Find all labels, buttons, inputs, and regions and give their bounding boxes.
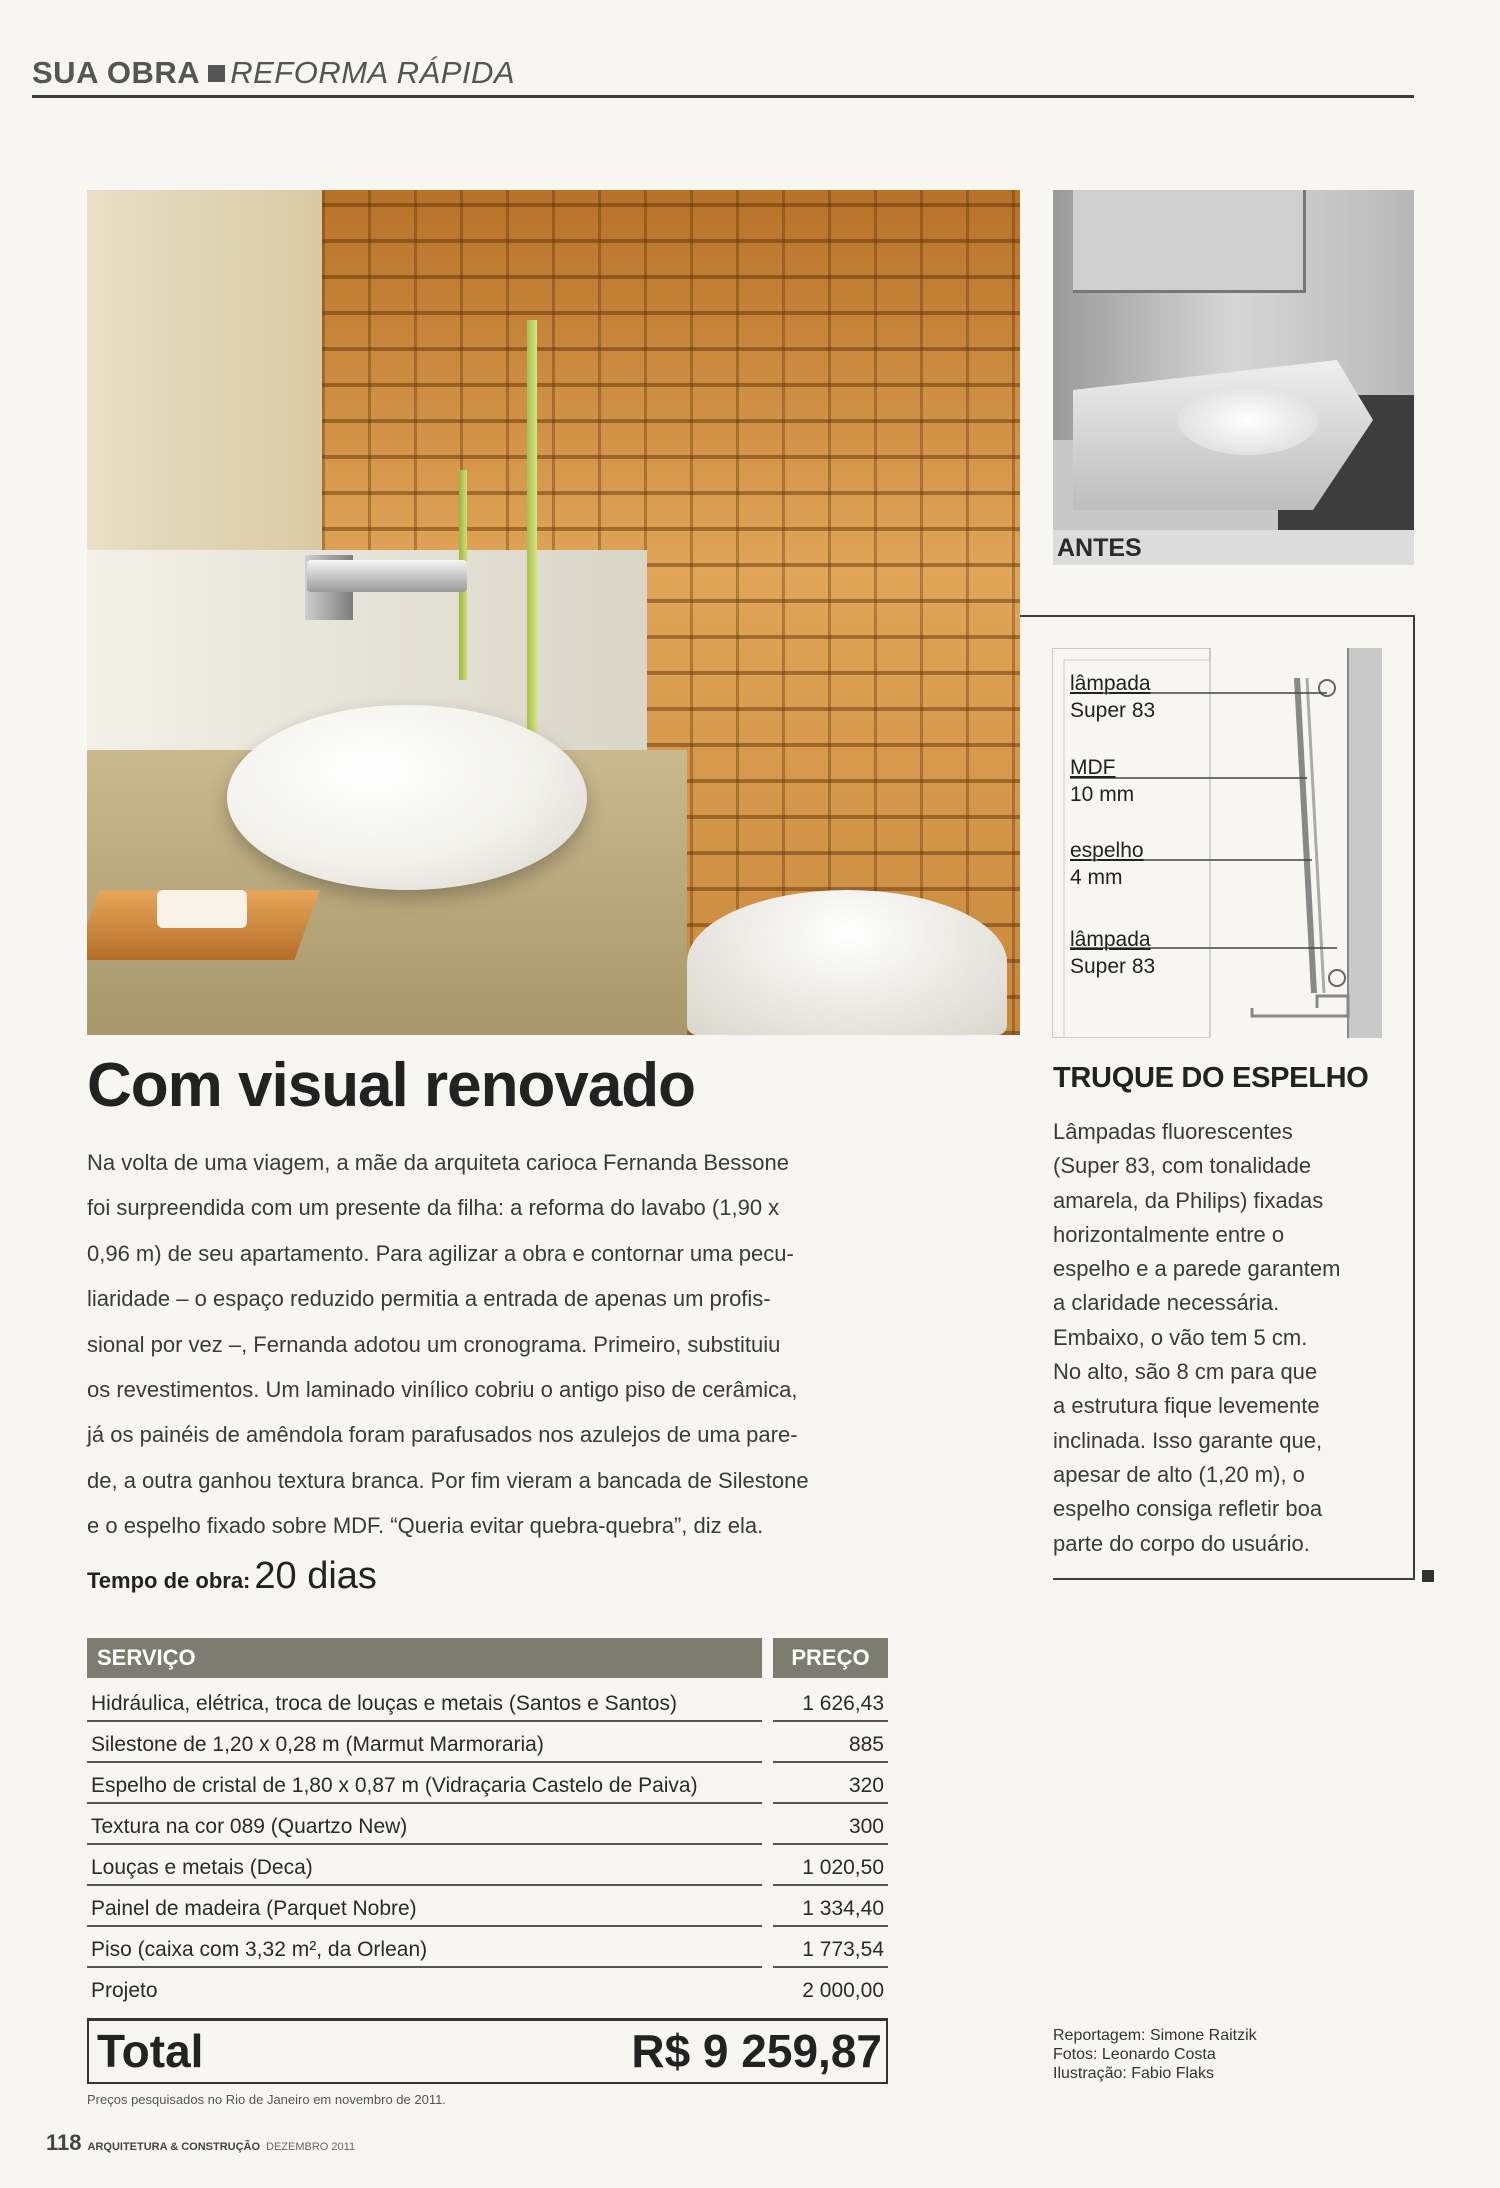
sidebar-body: [1053, 1115, 1388, 1561]
service-cell: Piso (caixa com 3,32 m², da Orlean): [87, 1929, 762, 1968]
before-sink: [1178, 385, 1318, 455]
body-line: e o espelho fixado sobre MDF. “Queria evitar quebra-quebra”, diz ela.: [87, 1513, 764, 1539]
body-line: liaridade – o espaço reduzido permitia a entrada de apenas um profis-: [87, 1286, 771, 1312]
diagram-label-lamp-top: lâmpada Super 83: [1070, 672, 1156, 722]
sidebar-line: inclinada. Isso garante que,: [1053, 1427, 1323, 1453]
body-line: Na volta de uma viagem, a mãe da arquiteta carioca Fernanda Bessone: [87, 1150, 789, 1175]
price-cell: 1 334,40: [773, 1888, 888, 1927]
price-cell: 1 773,54: [773, 1929, 888, 1968]
body-line: os revestimentos. Um laminado vinílico cobriu o antigo piso de cerâmica,: [87, 1377, 798, 1403]
price-cell: 320: [773, 1765, 888, 1804]
table-row: [87, 1888, 888, 1929]
article-headline: Com visual renovado: [87, 1051, 696, 1120]
diagram-label-mdf: MDF 10 mm: [1070, 756, 1135, 806]
beige-wall: [87, 190, 322, 550]
mirror-diagram: [1052, 648, 1382, 1038]
section-name: SUA OBRA: [32, 55, 201, 90]
credit-line: Ilustração: Fabio Flaks: [1053, 2065, 1214, 2082]
sidebar-line: parte do corpo do usuário.: [1053, 1530, 1310, 1556]
price-cell: 2 000,00: [802, 1979, 884, 2002]
service-cell: Painel de madeira (Parquet Nobre): [87, 1888, 762, 1927]
body-line: sional por vez –, Fernanda adotou um cronograma. Primeiro, substituiu: [87, 1331, 781, 1357]
service-cell: Silestone de 1,20 x 0,28 m (Marmut Marmoraria): [87, 1724, 762, 1763]
price-note: Preços pesquisados no Rio de Janeiro em novembro de 2011.: [87, 2092, 446, 2107]
table-row: [87, 1683, 888, 1724]
before-mirror: [1073, 190, 1306, 293]
subsection-name: REFORMA RÁPIDA: [230, 55, 516, 90]
body-line: de, a outra ganhou textura branca. Por fim vieram a bancada de Silestone: [87, 1467, 809, 1493]
service-cell: Espelho de cristal de 1,80 x 0,87 m (Vidraçaria Castelo de Paiva): [87, 1765, 762, 1804]
sidebar-line: a estrutura fique levemente: [1053, 1393, 1320, 1419]
before-photo: [1053, 190, 1414, 565]
table-row: [87, 1970, 888, 2011]
service-cell: Projeto: [91, 1979, 158, 2002]
page-number: 118: [46, 2130, 82, 2155]
service-cell: Louças e metais (Deca): [87, 1847, 762, 1886]
before-label: ANTES: [1053, 530, 1414, 565]
soap-bar: [157, 890, 247, 928]
service-cell: Textura na cor 089 (Quartzo New): [87, 1806, 762, 1845]
vessel-sink: [227, 705, 587, 890]
sidebar-bottom-rule: [1053, 1578, 1413, 1580]
sidebar-line: a claridade necessária.: [1053, 1290, 1280, 1316]
work-duration-value: 20 dias: [254, 1555, 377, 1597]
table-row: [87, 1724, 888, 1765]
page-footer: [46, 2130, 355, 2156]
sidebar-line: amarela, da Philips) fixadas: [1053, 1187, 1324, 1213]
credits: [1053, 2026, 1257, 2083]
price-cell: 885: [773, 1724, 888, 1763]
sidebar-line: Embaixo, o vão tem 5 cm.: [1053, 1324, 1308, 1350]
sidebar-line: espelho consiga refletir boa: [1053, 1496, 1323, 1522]
total-value: R$ 9 259,87: [631, 2025, 882, 2077]
total-label: Total: [97, 2025, 204, 2077]
sidebar-title: TRUQUE DO ESPELHO: [1053, 1062, 1369, 1094]
table-row: [87, 1847, 888, 1888]
toilet: [687, 890, 1007, 1035]
table-row: [87, 1806, 888, 1847]
square-bullet-icon: [208, 65, 225, 82]
sidebar-line: espelho e a parede garantem: [1053, 1256, 1341, 1282]
section-header: [32, 55, 515, 91]
work-duration-label: Tempo de obra:: [87, 1568, 251, 1593]
credit-line: Reportagem: Simone Raitzik: [1053, 2027, 1257, 2044]
work-duration: [87, 1555, 377, 1598]
header-rule: [32, 95, 1414, 98]
faucet: [307, 560, 467, 592]
sidebar-line: horizontalmente entre o: [1053, 1221, 1285, 1247]
body-line: foi surpreendida com um presente da filha: a reforma do lavabo (1,90 x: [87, 1195, 780, 1221]
table-header-price: PREÇO: [773, 1638, 888, 1678]
magazine-name: ARQUITETURA & CONSTRUÇÃO: [87, 2141, 261, 2153]
price-cell: 1 626,43: [773, 1683, 888, 1722]
end-of-article-icon: [1422, 1570, 1434, 1582]
price-cell: 1 020,50: [773, 1847, 888, 1886]
credit-line: Fotos: Leonardo Costa: [1053, 2046, 1216, 2063]
diagram-label-mirror: espelho 4 mm: [1070, 839, 1144, 889]
issue-date: DEZEMBRO 2011: [266, 2141, 356, 2153]
table-row: [87, 1929, 888, 1970]
table-header-service: SERVIÇO: [87, 1638, 762, 1678]
price-cell: 300: [773, 1806, 888, 1845]
diagram-label-lamp-bottom: lâmpada Super 83: [1070, 928, 1156, 978]
main-bathroom-photo: [87, 190, 1020, 1035]
sidebar-line: (Super 83, com tonalidade: [1053, 1153, 1312, 1179]
sidebar-line: Lâmpadas fluorescentes: [1053, 1119, 1293, 1144]
table-row: [87, 1765, 888, 1806]
sidebar-line: apesar de alto (1,20 m), o: [1053, 1461, 1305, 1487]
article-body: [87, 1140, 892, 1549]
service-cell: Hidráulica, elétrica, troca de louças e metais (Santos e Santos): [87, 1683, 762, 1722]
sidebar-line: No alto, são 8 cm para que: [1053, 1359, 1318, 1385]
body-line: já os painéis de amêndola foram parafusados nos azulejos de uma pare-: [87, 1422, 798, 1448]
body-line: 0,96 m) de seu apartamento. Para agilizar a obra e contornar uma pecu-: [87, 1240, 794, 1266]
